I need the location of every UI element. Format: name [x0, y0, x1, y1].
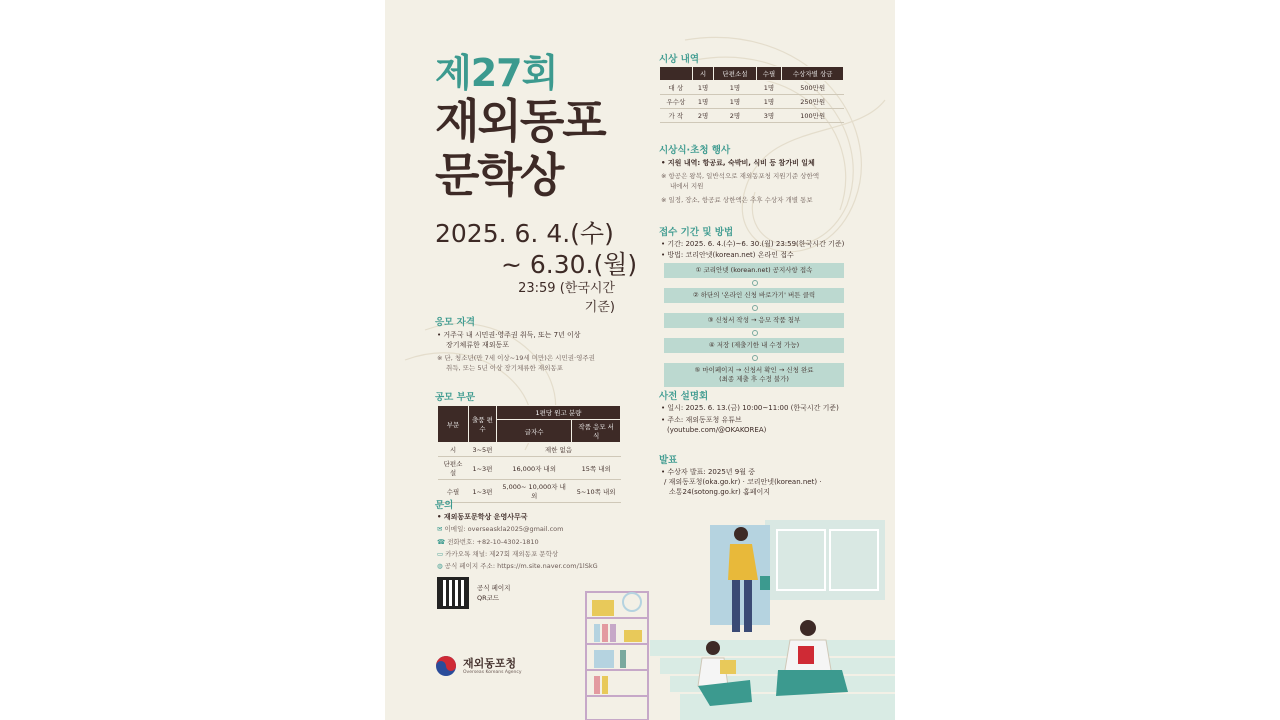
poster — [385, 0, 895, 720]
col-format: 작품 응모 서식 — [572, 420, 621, 443]
phone-icon: ☎ — [437, 538, 446, 546]
contact-phone-text: 전화번호: +82-10-4302-1810 — [447, 538, 539, 546]
ceremony-note1 — [661, 172, 819, 191]
announce-heading: 발표 — [659, 455, 678, 466]
eligibility-heading: 응모 자격 — [435, 317, 476, 328]
taegeuk-icon — [435, 655, 457, 677]
col-prize: 수상자별 상금 — [782, 67, 844, 81]
qr-label-line2: QR코드 — [477, 594, 500, 602]
announce-line1: • 수상자 발표: 2025년 9월 중 — [661, 468, 755, 476]
table-row — [438, 443, 621, 457]
logo-name-ko: 재외동포청 — [463, 657, 517, 670]
step-2: ② 하단의 '온라인 신청 바로가기' 버튼 클릭 — [664, 288, 844, 303]
cell-part: 수필 — [438, 480, 469, 503]
main-title-line2: 문학상 — [435, 148, 563, 202]
globe-icon: ◍ — [437, 562, 443, 570]
cell-chars: 5,000~ 10,000자 내외 — [496, 480, 571, 503]
main-title — [435, 94, 605, 202]
qr-label — [477, 583, 510, 603]
categories-heading: 공모 부문 — [435, 392, 476, 403]
contact-site — [437, 562, 598, 572]
cell-poem: 1명 — [692, 81, 714, 95]
ceremony-note1-line2: 내에서 지원 — [670, 181, 704, 190]
cell-award: 대 상 — [660, 81, 693, 95]
cell-essay: 1명 — [756, 81, 782, 95]
table-row — [660, 109, 844, 123]
cell-format: 5~10쪽 내외 — [572, 480, 621, 503]
step-1: ① 코리안넷 (korean.net) 공지사항 접속 — [664, 263, 844, 278]
chat-icon: ▭ — [437, 550, 444, 558]
contact-kakao — [437, 550, 558, 560]
cell-novel: 2명 — [714, 109, 756, 123]
cell-prize: 100만원 — [782, 109, 844, 123]
edition-title: 제27회 — [435, 51, 558, 95]
cell-chars: 16,000자 내외 — [496, 457, 571, 480]
cell-novel: 1명 — [714, 81, 756, 95]
col-count: 출품 편수 — [468, 406, 496, 443]
announce-text — [661, 467, 822, 497]
cell-novel: 1명 — [714, 95, 756, 109]
qr-code-icon[interactable] — [437, 577, 469, 609]
cell-essay: 1명 — [756, 95, 782, 109]
cell-poem: 1명 — [692, 95, 714, 109]
col-novel: 단편소설 — [714, 67, 756, 81]
contact-heading: 문의 — [435, 500, 454, 511]
step-5-text: ⑤ 마이페이지 → 신청서 확인 → 신청 완료 — [694, 366, 814, 374]
briefing-place — [661, 415, 766, 435]
cell-part: 시 — [438, 443, 469, 457]
table-row — [438, 457, 621, 480]
briefing-date: • 일시: 2025. 6. 13.(금) 10:00~11:00 (한국시간 기준) — [661, 404, 839, 412]
step-3: ③ 신청서 작성 → 응모 작품 첨부 — [664, 313, 844, 328]
submission-period: • 기간: 2025. 6. 4.(수)~6. 30.(월) 23:59(한국시간 기준) — [661, 240, 845, 248]
table-row — [660, 81, 844, 95]
ceremony-heading: 시상식·초청 행사 — [659, 145, 731, 156]
reading-people-illustration — [580, 520, 895, 720]
logo-name-en: Overseas Koreans Agency — [463, 670, 522, 675]
date-deadline-time: 23:59 (한국시간 기준) — [518, 281, 615, 315]
cell-count: 1~3편 — [468, 480, 496, 503]
mail-icon: ✉ — [437, 525, 443, 533]
col-essay: 수필 — [756, 67, 782, 81]
qr-label-line1: 공식 페이지 — [477, 584, 511, 592]
col-amount: 1편당 원고 분량 — [496, 406, 620, 420]
awards-heading: 시상 내역 — [659, 54, 700, 65]
cell-prize: 250만원 — [782, 95, 844, 109]
eligibility-item-line2: 장기체류한 재외동포 — [446, 341, 510, 349]
contact-email — [437, 525, 563, 535]
col-blank — [660, 67, 693, 81]
step-4: ④ 저장 (제출기한 내 수정 가능) — [664, 338, 844, 353]
cell-prize: 500만원 — [782, 81, 844, 95]
announce-line2: / 재외동포청(oka.go.kr) · 코리안넷(korean.net) · — [664, 478, 822, 486]
contact-phone — [437, 538, 539, 548]
date-start: 2025. 6. 4.(수) — [435, 219, 614, 248]
eligibility-note-line1: ※ 단, 청소년(만 7세 이상~19세 미만)은 시민권·영주권 — [437, 354, 595, 362]
table-row — [660, 95, 844, 109]
ceremony-note1-line1: ※ 항공은 왕복, 일반석으로 재외동포청 지원기준 상한액 — [661, 172, 820, 180]
submission-heading: 접수 기간 및 방법 — [659, 227, 734, 238]
awards-table — [659, 66, 844, 123]
date-end: ~ 6.30.(월) — [501, 250, 638, 279]
cell-poem: 2명 — [692, 109, 714, 123]
briefing-heading: 사전 설명회 — [659, 391, 709, 402]
contact-kakao-text: 카카오톡 채널: 제27회 재외동포 문학상 — [445, 550, 559, 558]
col-part: 부문 — [438, 406, 469, 443]
ceremony-item: • 지원 내역: 항공료, 숙박비, 식비 등 참가비 일체 — [661, 159, 815, 167]
briefing-place-line1: • 주소: 재외동포청 유튜브 — [661, 416, 742, 424]
announce-line3: 소통24(sotong.go.kr) 홈페이지 — [669, 488, 770, 496]
bookshelf-icon — [586, 592, 648, 720]
cell-essay: 3명 — [756, 109, 782, 123]
step-5 — [664, 363, 844, 387]
submission-steps — [664, 263, 844, 397]
eligibility-item-line1: • 거주국 내 시민권·영주권 취득, 또는 7년 이상 — [437, 331, 581, 339]
cell-format: 15쪽 내외 — [572, 457, 621, 480]
table-row — [438, 480, 621, 503]
step-5-sub: (최종 제출 후 수정 불가) — [719, 375, 789, 383]
contact-email-text: 이메일: overseaskla2025@gmail.com — [444, 525, 564, 533]
submission-method: • 방법: 코리안넷(korean.net) 온라인 접수 — [661, 251, 794, 259]
categories-table — [437, 405, 621, 503]
eligibility-note-line2: 취득, 또는 5년 이상 장기체류한 재외동포 — [446, 363, 563, 372]
cell-chars: 제한 없음 — [496, 443, 620, 457]
col-chars: 글자수 — [496, 420, 571, 443]
col-poem: 시 — [692, 67, 714, 81]
main-title-line1: 재외동포 — [435, 94, 605, 148]
briefing-place-line2: (youtube.com/@OKAKOREA) — [667, 426, 767, 434]
cell-award: 우수상 — [660, 95, 693, 109]
cell-award: 가 작 — [660, 109, 693, 123]
contact-office: • 재외동포문학상 운영사무국 — [437, 513, 528, 521]
contact-site-text: 공식 페이지 주소: https://m.site.naver.com/1lSkG — [444, 562, 598, 570]
eligibility-note — [437, 354, 595, 373]
cell-count: 3~5편 — [468, 443, 496, 457]
cell-count: 1~3편 — [468, 457, 496, 480]
ceremony-note2: ※ 일정, 장소, 항공료 상한액은 추후 수상자 개별 통보 — [661, 196, 813, 204]
eligibility-item — [437, 330, 581, 350]
cell-part: 단편소설 — [438, 457, 469, 480]
